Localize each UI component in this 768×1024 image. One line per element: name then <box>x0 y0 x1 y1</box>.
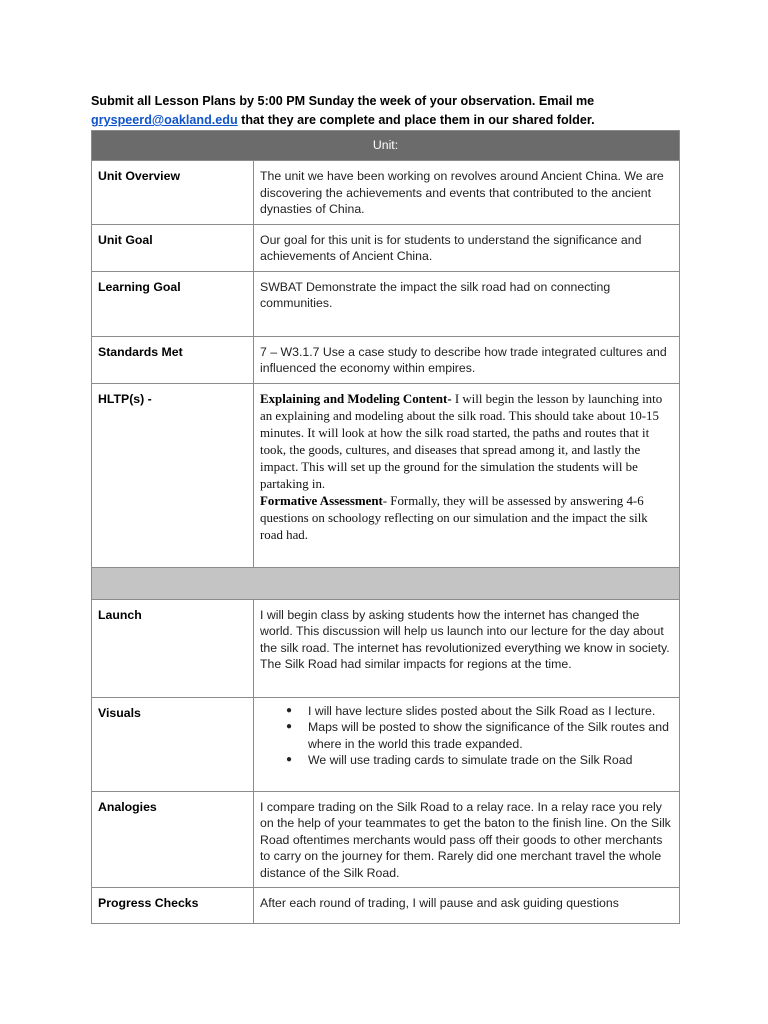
list-item: ● I will have lecture slides posted about the Silk Road as I lecture. <box>308 703 673 720</box>
row-label-cell <box>92 224 254 271</box>
lesson-plan-table <box>91 130 680 924</box>
unit-goal-value: Our goal for this unit is for students to understand the significance and achievements of Ancient China. <box>260 232 642 263</box>
row-value-cell <box>254 271 680 336</box>
table-row-progress-checks <box>92 888 680 924</box>
visuals-list <box>254 698 679 773</box>
table-row-analogies <box>92 791 680 888</box>
row-label-cell <box>92 271 254 336</box>
instructions-line-2 <box>91 111 691 130</box>
table-row-hltp <box>92 383 680 567</box>
row-value-cell <box>254 383 680 567</box>
row-value-cell <box>254 161 680 225</box>
row-label-cell <box>92 697 254 791</box>
learning-goal-value: SWBAT Demonstrate the impact the silk road had on connecting communities. <box>260 279 611 310</box>
row-value-cell <box>254 888 680 924</box>
row-value-cell <box>254 791 680 888</box>
row-label-cell <box>92 336 254 383</box>
analogies-value: I compare trading on the Silk Road to a relay race. In a relay race you rely on the help of your teammates to get the baton to the finish line. On the Silk Road oftentimes merchants would pass off their goods to other merchants to carry on the journey for them. Rarely did one merchant travel the whole distance of the Silk Road. <box>260 799 671 880</box>
visuals-label: Visuals <box>98 705 141 720</box>
hltp-paragraph-1 <box>260 391 673 493</box>
learning-goal-label: Learning Goal <box>98 279 181 294</box>
hltp-paragraph-2 <box>260 493 673 544</box>
launch-label: Launch <box>98 607 142 622</box>
unit-overview-value: The unit we have been working on revolves around Ancient China. We are discovering the achievements and events that contributed to the ancient dynasties of China. <box>260 169 664 216</box>
table-row-learning-goal <box>92 271 680 336</box>
analogies-label: Analogies <box>98 799 157 814</box>
list-item: ● We will use trading cards to simulate trade on the Silk Road <box>308 752 673 769</box>
row-label-cell <box>92 888 254 924</box>
row-value-cell <box>254 224 680 271</box>
instructions-line-1: Submit all Lesson Plans by 5:00 PM Sunday the week of your observation. Email me <box>91 94 595 108</box>
unit-overview-label: Unit Overview <box>98 169 181 183</box>
row-label-cell <box>92 161 254 225</box>
hltp-label: HLTP(s) - <box>98 391 152 406</box>
hltp-heading-assessment: Formative Assessment <box>260 493 383 508</box>
row-value-cell <box>254 697 680 791</box>
table-row-standards-met <box>92 336 680 383</box>
progress-checks-value: After each round of trading, I will pause and ask guiding questions <box>260 896 619 910</box>
launch-value: I will begin class by asking students how the internet has changed the world. This discussion will help us launch into our lecture for the day about the silk road. The internet has revolutionized everything we know in society. The Silk Road had similar impacts for regions at the time. <box>260 607 670 671</box>
row-label-cell <box>92 791 254 888</box>
hltp-text-assessment: - Formally, they will be assessed by answering 4-6 questions on schoology reflecting on our simulation and the impact the silk road had. <box>260 493 648 542</box>
standards-met-label: Standards Met <box>98 344 183 359</box>
table-row-launch <box>92 599 680 697</box>
instructions-line-2-text: that they are complete and place them in our shared folder. <box>237 113 595 127</box>
list-item: ● Maps will be posted to show the significance of the Silk routes and where in the world this trade expanded. <box>308 719 673 752</box>
hltp-text-explaining: I will begin the lesson by launching into an explaining and modeling about the silk road. This should take about 10-15 minutes. It will look at how the silk road started, the paths and routes that it took, the goods, cultures, and diseases that spread among it, and lastly the impact. This will set up the ground for the simulation the students will be partaking in. <box>260 391 663 491</box>
table-row-visuals <box>92 697 680 791</box>
unit-goal-label: Unit Goal <box>98 232 153 247</box>
submission-instructions <box>91 92 691 130</box>
unit-header: Unit: <box>92 131 680 161</box>
row-value-cell <box>254 336 680 383</box>
table-row-unit-overview <box>92 161 680 225</box>
row-label-cell <box>92 599 254 697</box>
table-header-row <box>92 131 680 161</box>
separator-cell <box>92 567 680 599</box>
email-link[interactable]: gryspeerd@oakland.edu <box>91 113 238 127</box>
hltp-heading-explaining: Explaining and Modeling Content- <box>260 391 452 406</box>
table-separator-row <box>92 567 680 599</box>
table-row-unit-goal <box>92 224 680 271</box>
standards-met-value: 7 – W3.1.7 Use a case study to describe how trade integrated cultures and influenced the economy within empires. <box>260 344 667 375</box>
hltp-value <box>254 384 679 550</box>
progress-checks-label: Progress Checks <box>98 896 199 910</box>
row-value-cell <box>254 599 680 697</box>
row-label-cell <box>92 383 254 567</box>
